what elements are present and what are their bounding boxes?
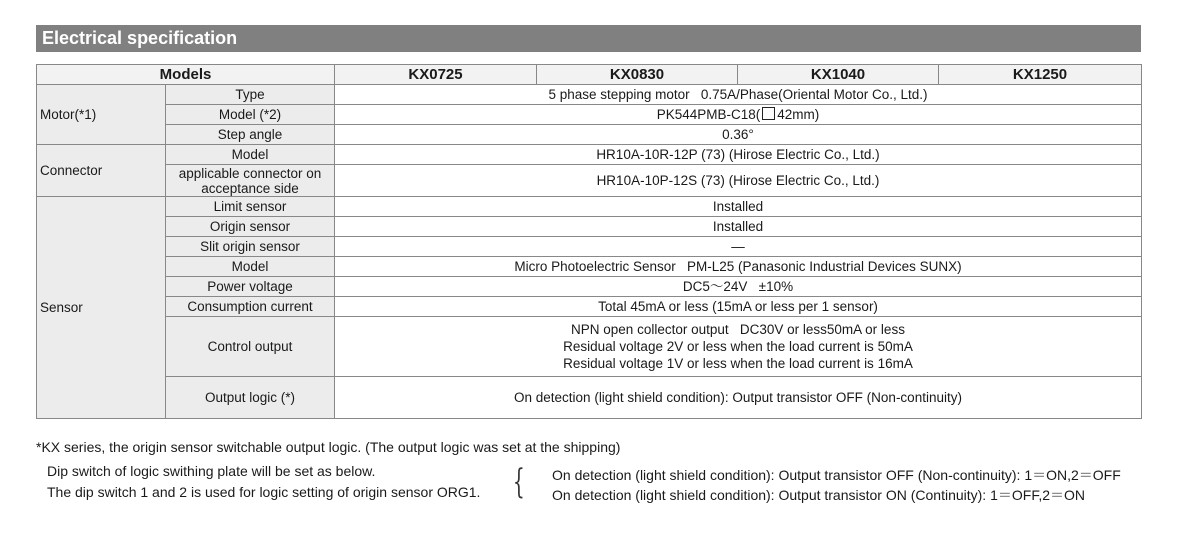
footnote-dip-switch-line-2: The dip switch 1 and 2 is used for logic setting of origin sensor ORG1. (47, 484, 481, 500)
table-row (37, 297, 1142, 317)
model-kx1250-header: KX1250 (939, 65, 1142, 85)
table-header-row (37, 65, 1142, 85)
table-row (37, 277, 1142, 297)
limit-sensor-value: Installed (335, 197, 1142, 217)
control-output-line-2: Residual voltage 2V or less when the load current is 50mA (563, 339, 913, 354)
output-logic-value: On detection (light shield condition): Output transistor OFF (Non-continuity) (335, 377, 1142, 419)
connector-group-label: Connector (37, 145, 166, 197)
step-angle-value: 0.36° (335, 125, 1142, 145)
model-kx1040-header: KX1040 (738, 65, 939, 85)
table-row (37, 257, 1142, 277)
applicable-connector-value: HR10A-10P-12S (73) (Hirose Electric Co., Ltd.) (335, 165, 1142, 197)
table-row (37, 197, 1142, 217)
control-output-line-1: NPN open collector output DC30V or less50mA or less (571, 322, 905, 337)
model-kx0725-header: KX0725 (335, 65, 537, 85)
models-header: Models (37, 65, 335, 85)
square-flange-icon (762, 107, 775, 120)
limit-sensor-label: Limit sensor (166, 197, 335, 217)
power-voltage-value: DC5～24V ±10% (335, 277, 1142, 297)
model-kx0830-header: KX0830 (537, 65, 738, 85)
table-row (37, 125, 1142, 145)
motor-model-size: 42mm) (777, 107, 820, 122)
origin-sensor-label: Origin sensor (166, 217, 335, 237)
control-output-value (335, 317, 1142, 377)
section-title: Electrical specification (36, 25, 1141, 52)
slit-origin-sensor-label: Slit origin sensor (166, 237, 335, 257)
table-row (37, 317, 1142, 377)
power-voltage-label: Power voltage (166, 277, 335, 297)
table-row (37, 217, 1142, 237)
sensor-model-label: Model (166, 257, 335, 277)
sensor-model-value: Micro Photoelectric Sensor PM-L25 (Panasonic Industrial Devices SUNX) (335, 257, 1142, 277)
footnote-setting-on: On detection (light shield condition): Output transistor ON (Continuity): 1＝OFF,2＝ON (552, 487, 1085, 503)
sensor-group-label: Sensor (37, 197, 166, 419)
footnote-dip-switch-line-1: Dip switch of logic swithing plate will be set as below. (47, 463, 376, 479)
motor-group-label: Motor(*1) (37, 85, 166, 145)
table-row (37, 85, 1142, 105)
footnote-main: *KX series, the origin sensor switchable output logic. (The output logic was set at the shipping) (36, 439, 621, 455)
origin-sensor-value: Installed (335, 217, 1142, 237)
consumption-current-label: Consumption current (166, 297, 335, 317)
motor-model-value (335, 105, 1142, 125)
footnote-setting-off: On detection (light shield condition): Output transistor OFF (Non-continuity): 1＝ON,2＝OFF (552, 467, 1121, 483)
connector-model-label: Model (166, 145, 335, 165)
table-row (37, 377, 1142, 419)
motor-model-label: Model (*2) (166, 105, 335, 125)
curly-brace-icon: { (512, 462, 525, 502)
table-row (37, 105, 1142, 125)
motor-type-label: Type (166, 85, 335, 105)
electrical-spec-table (36, 64, 1142, 419)
consumption-current-value: Total 45mA or less (15mA or less per 1 sensor) (335, 297, 1142, 317)
motor-type-value: 5 phase stepping motor 0.75A/Phase(Oriental Motor Co., Ltd.) (335, 85, 1142, 105)
connector-model-value: HR10A-10R-12P (73) (Hirose Electric Co., Ltd.) (335, 145, 1142, 165)
control-output-line-3: Residual voltage 1V or less when the load current is 16mA (563, 356, 913, 371)
table-row (37, 145, 1142, 165)
output-logic-label: Output logic (*) (166, 377, 335, 419)
slit-origin-sensor-value: — (335, 237, 1142, 257)
applicable-connector-label: applicable connector on acceptance side (166, 165, 335, 197)
control-output-label: Control output (166, 317, 335, 377)
motor-model-text: PK544PMB-C18( (656, 107, 761, 122)
step-angle-label: Step angle (166, 125, 335, 145)
table-row (37, 165, 1142, 197)
table-row (37, 237, 1142, 257)
